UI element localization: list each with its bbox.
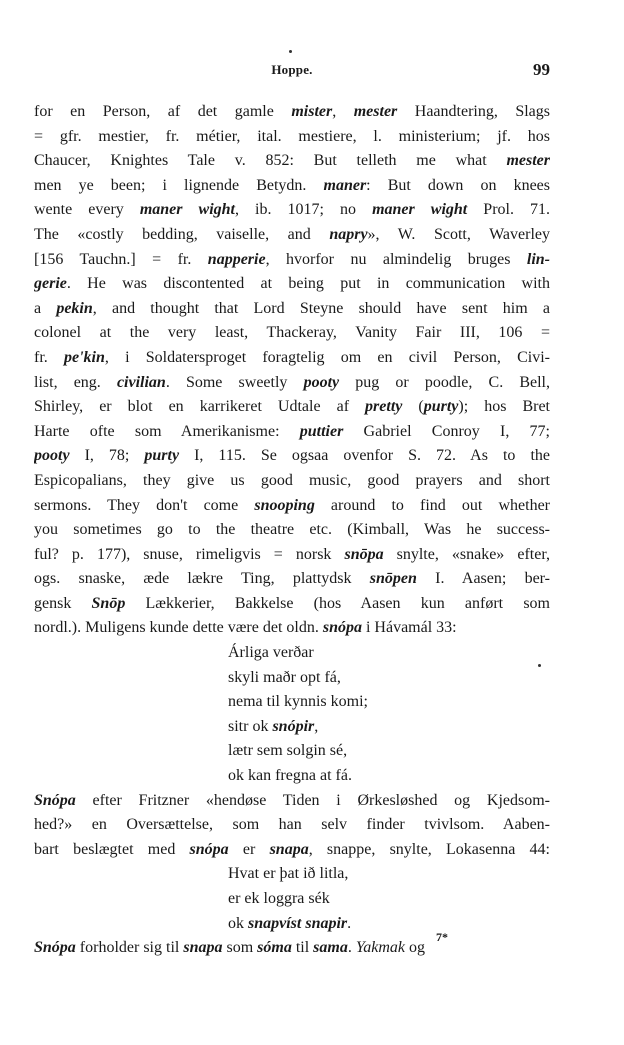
- text-run: , and thought that Lord Steyne should have sent him a: [92, 299, 550, 317]
- text-line: [34, 395, 550, 420]
- emphasis-word: gerie: [34, 275, 67, 293]
- text-run: skyli maðr opt fá,: [228, 668, 341, 686]
- text-run: i Hávamál 33:: [361, 619, 457, 637]
- text-line: [34, 789, 550, 814]
- text-run: ok: [228, 914, 248, 932]
- text-line: [34, 616, 550, 641]
- text-run: som: [222, 939, 258, 957]
- text-run: around to find out whether: [314, 496, 550, 514]
- verse-line: [34, 641, 550, 666]
- emphasis-word: sama: [313, 939, 348, 957]
- text-line: [34, 149, 550, 174]
- running-title: Hoppe.: [271, 62, 313, 77]
- emphasis-word: mister: [291, 103, 333, 120]
- text-line: [34, 198, 550, 223]
- emphasis-word: snōpen: [369, 570, 417, 588]
- verse-line: [34, 862, 550, 887]
- emphasis-word: snooping: [254, 496, 315, 514]
- text-line: [34, 444, 550, 469]
- text-run: Harte ofte som Amerikanisme:: [34, 422, 300, 440]
- emphasis-word: maner wight: [372, 201, 468, 219]
- text-run: Árliga verðar: [228, 644, 314, 662]
- emphasis-word: maner: [323, 176, 367, 194]
- text-run: til: [291, 939, 314, 957]
- emphasis-word: pooty: [34, 447, 70, 465]
- emphasis-word: pretty: [365, 398, 403, 416]
- text-run: er: [228, 840, 270, 858]
- text-run: Prol. 71.: [467, 201, 550, 219]
- emphasis-word: puttier: [299, 422, 344, 440]
- text-line: [34, 469, 550, 494]
- text-run: The «costly bedding, vaiselle, and: [34, 225, 330, 243]
- text-run: ok kan fregna at fá.: [228, 767, 352, 785]
- text-run: Chaucer, Knightes Tale v. 852: But telleth me what: [34, 152, 507, 170]
- text-line: [34, 223, 550, 248]
- emphasis-word: napperie: [207, 250, 266, 268]
- emphasis-word: civilian: [116, 373, 166, 391]
- text-run: Lækkerier, Bakkelse (hos Aasen kun anført som: [125, 594, 550, 612]
- emphasis-word: snópa: [322, 619, 362, 637]
- verse-line: [34, 666, 550, 691]
- text-run: I. Aasen; ber-: [416, 570, 550, 588]
- text-run: wente every: [34, 201, 140, 219]
- text-run: pug or poodle, C. Bell,: [339, 373, 550, 391]
- emphasis-word: purty: [423, 398, 459, 416]
- text-run: nema til kynnis komi;: [228, 693, 368, 711]
- text-run: , snappe, snylte, Lokasenna 44:: [308, 840, 550, 858]
- emphasis-word: pe'kin: [63, 348, 105, 366]
- ink-speck: [289, 50, 292, 53]
- text-run: Gabriel Conroy I, 77;: [343, 422, 550, 440]
- text-run: ); hos Bret: [458, 398, 550, 416]
- text-run: you sometimes go to the theatre etc. (Kimball, Was he success-: [34, 521, 550, 539]
- text-line: [34, 321, 550, 346]
- text-run: Haandtering, Slags: [397, 103, 550, 120]
- emphasis-word: maner wight: [139, 201, 236, 219]
- text-run: gensk: [34, 594, 92, 612]
- emphasis-word: snópa: [189, 840, 229, 858]
- text-run: ful? p. 177), snuse, rimeligvis = norsk: [34, 545, 345, 563]
- text-run: lætr sem solgin sé,: [228, 742, 348, 760]
- signature-mark: 7*: [436, 930, 448, 944]
- text-line: [34, 838, 550, 863]
- emphasis-word: snōpa: [344, 545, 384, 563]
- text-run: bart beslægtet med: [34, 840, 190, 858]
- text-line: [34, 371, 550, 396]
- text-run: . Some sweetly: [165, 373, 304, 391]
- text-line: [34, 272, 550, 297]
- verse-line: [34, 764, 550, 789]
- text-run: for en Person, af det gamle: [34, 103, 292, 120]
- emphasis-word: snapa: [183, 939, 223, 957]
- body-text: [34, 100, 550, 961]
- text-run: Shirley, er blot en karrikeret Udtale af: [34, 398, 366, 416]
- verse-line: [34, 690, 550, 715]
- verse-line: [34, 912, 550, 937]
- emphasis-word: purty: [144, 447, 180, 465]
- text-line: [34, 100, 550, 125]
- text-run: a: [34, 299, 57, 317]
- text-run: og: [405, 939, 426, 957]
- verse-line: [34, 887, 550, 912]
- emphasis-word: mester: [506, 152, 550, 170]
- text-line: [34, 248, 550, 273]
- text-line: [34, 543, 550, 568]
- text-run: Espicopalians, they give us good music, good prayers and short: [34, 471, 550, 489]
- emphasis-word: mester: [353, 103, 398, 120]
- text-run: snylte, «snake» efter,: [383, 545, 550, 563]
- emphasis-word: Snōp: [91, 594, 126, 612]
- text-run: nordl.). Muligens kunde dette være det oldn.: [34, 619, 323, 637]
- text-line: [34, 494, 550, 519]
- text-run: sitr ok: [228, 717, 273, 735]
- text-line: [34, 346, 550, 371]
- text-run: I, 115. Se ogsaa ovenfor S. 72. As to the: [179, 447, 550, 465]
- text-run: fr.: [34, 348, 64, 366]
- text-run: ,: [314, 717, 319, 735]
- text-run: , ib. 1017; no: [235, 201, 373, 219]
- text-run: colonel at the very least, Thackeray, Vanity Fair III, 106 =: [34, 324, 550, 342]
- emphasis-word: Snópa: [34, 939, 76, 957]
- text-run: .: [347, 939, 356, 957]
- text-line: [34, 174, 550, 199]
- text-run: ogs. snaske, æde lækre Ting, plattydsk: [34, 570, 370, 588]
- text-run: efter Fritzner «hendøse Tiden i Ørkesløshed og Kjedsom-: [75, 791, 550, 809]
- text-run: men ye been; i lignende Betydn.: [34, 176, 324, 194]
- text-line: [34, 297, 550, 322]
- text-run: .: [347, 914, 352, 932]
- emphasis-word: lin-: [526, 250, 550, 268]
- verse-line: [34, 739, 550, 764]
- text-line: [34, 813, 550, 838]
- text-run: : But down on knees: [366, 176, 550, 194]
- emphasis-word: Snópa: [34, 791, 76, 809]
- text-line: [34, 518, 550, 543]
- text-line: [34, 420, 550, 445]
- text-run: , i Soldatersproget foragtelig om en civil Person, Civi-: [104, 348, 550, 366]
- text-run: [156 Tauchn.] = fr.: [34, 250, 208, 268]
- verse-line: [34, 715, 550, 740]
- text-run: », W. Scott, Waverley: [367, 225, 550, 243]
- text-run: = gfr. mestier, fr. métier, ital. mestiere, l. ministerium; jf. hos: [34, 127, 550, 145]
- emphasis-word: snapa: [269, 840, 309, 858]
- text-run: ,: [332, 103, 354, 120]
- text-run: , hvorfor nu almindelig bruges: [265, 250, 527, 268]
- text-run: Hvat er þat ið litla,: [228, 865, 349, 883]
- text-run: hed?» en Oversættelse, som han selv finder tvivlsom. Aaben-: [34, 816, 550, 834]
- emphasis-word: snapvíst snapir: [248, 914, 348, 932]
- text-run: I, 78;: [69, 447, 145, 465]
- emphasis-word: Yakmak: [355, 939, 406, 957]
- text-line: [34, 567, 550, 592]
- emphasis-word: pekin: [56, 299, 93, 317]
- page-number: 99: [533, 60, 550, 79]
- text-run: list, eng.: [34, 373, 117, 391]
- emphasis-word: pooty: [303, 373, 340, 391]
- text-line: [34, 125, 550, 150]
- emphasis-word: napry: [329, 225, 368, 243]
- text-run: sermons. They don't come: [34, 496, 255, 514]
- emphasis-word: sóma: [257, 939, 292, 957]
- text-run: (: [402, 398, 424, 416]
- text-run: forholder sig til: [75, 939, 184, 957]
- text-run: er ek loggra sék: [228, 890, 330, 907]
- text-line: [34, 936, 550, 961]
- page-header: [34, 62, 550, 86]
- text-run: . He was discontented at being put in communication with: [66, 275, 550, 293]
- emphasis-word: snópir: [272, 717, 315, 735]
- text-line: [34, 592, 550, 617]
